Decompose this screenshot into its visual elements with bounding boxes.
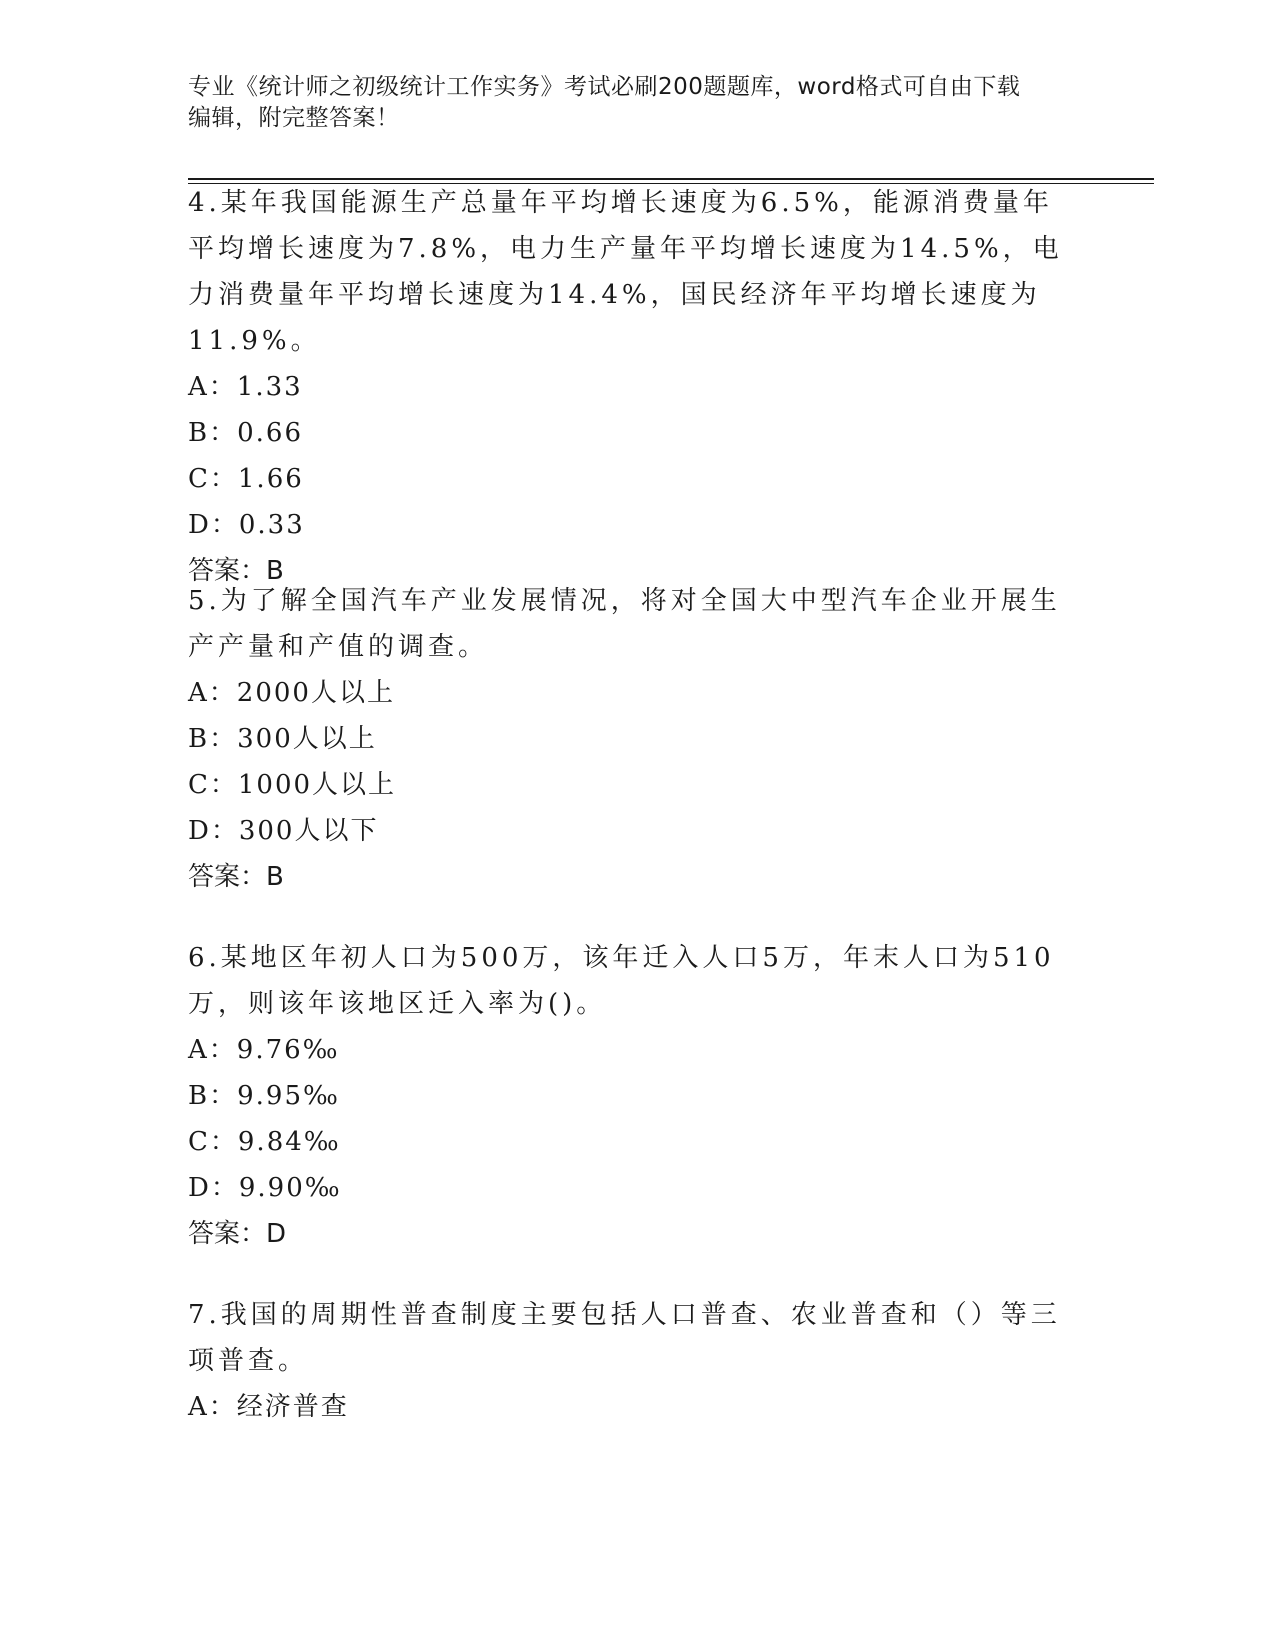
- answer-text: 答案：D: [188, 1219, 287, 1249]
- question-7: [188, 1292, 1068, 1430]
- option-d: D：300人以下: [188, 816, 379, 846]
- option-d: D：9.90‰: [188, 1173, 342, 1203]
- option-c: C：1.66: [188, 464, 304, 494]
- answer-text: 答案：B: [188, 556, 284, 586]
- question-stem: 7.我国的周期性普查制度主要包括人口普查、农业普查和（）等三项普查。: [188, 1300, 1061, 1376]
- option-d: D：0.33: [188, 510, 305, 540]
- option-c: C：1000人以上: [188, 770, 397, 800]
- document-header: [188, 72, 1068, 134]
- option-a: A：2000人以上: [188, 678, 395, 708]
- question-stem: 4.某年我国能源生产总量年平均增长速度为6.5%，能源消费量年平均增长速度为7.8%，电力生产量年平均增长速度为14.5%，电力消费量年平均增长速度为14.4%，国民经济年平均增长速度为11.9%。: [188, 188, 1063, 356]
- question-stem: 6.某地区年初人口为500万，该年迁入人口5万，年末人口为510万，则该年该地区迁入率为()。: [188, 943, 1055, 1019]
- header-line-1: 专业《统计师之初级统计工作实务》考试必刷200题题库，word格式可自由下载: [188, 74, 1021, 100]
- option-b: B：300人以上: [188, 724, 377, 754]
- option-b: B：0.66: [188, 418, 303, 448]
- option-a: A：9.76‰: [188, 1035, 340, 1065]
- header-line-2: 编辑，附完整答案！: [188, 105, 400, 131]
- question-5: [188, 578, 1068, 900]
- question-6: [188, 935, 1068, 1257]
- answer-text: 答案：B: [188, 862, 284, 892]
- option-a: A：1.33: [188, 372, 303, 402]
- question-4: [188, 180, 1068, 594]
- option-b: B：9.95‰: [188, 1081, 340, 1111]
- option-c: C：9.84‰: [188, 1127, 341, 1157]
- option-a: A：经济普查: [188, 1392, 349, 1422]
- question-stem: 5.为了解全国汽车产业发展情况，将对全国大中型汽车企业开展生产产量和产值的调查。: [188, 586, 1061, 662]
